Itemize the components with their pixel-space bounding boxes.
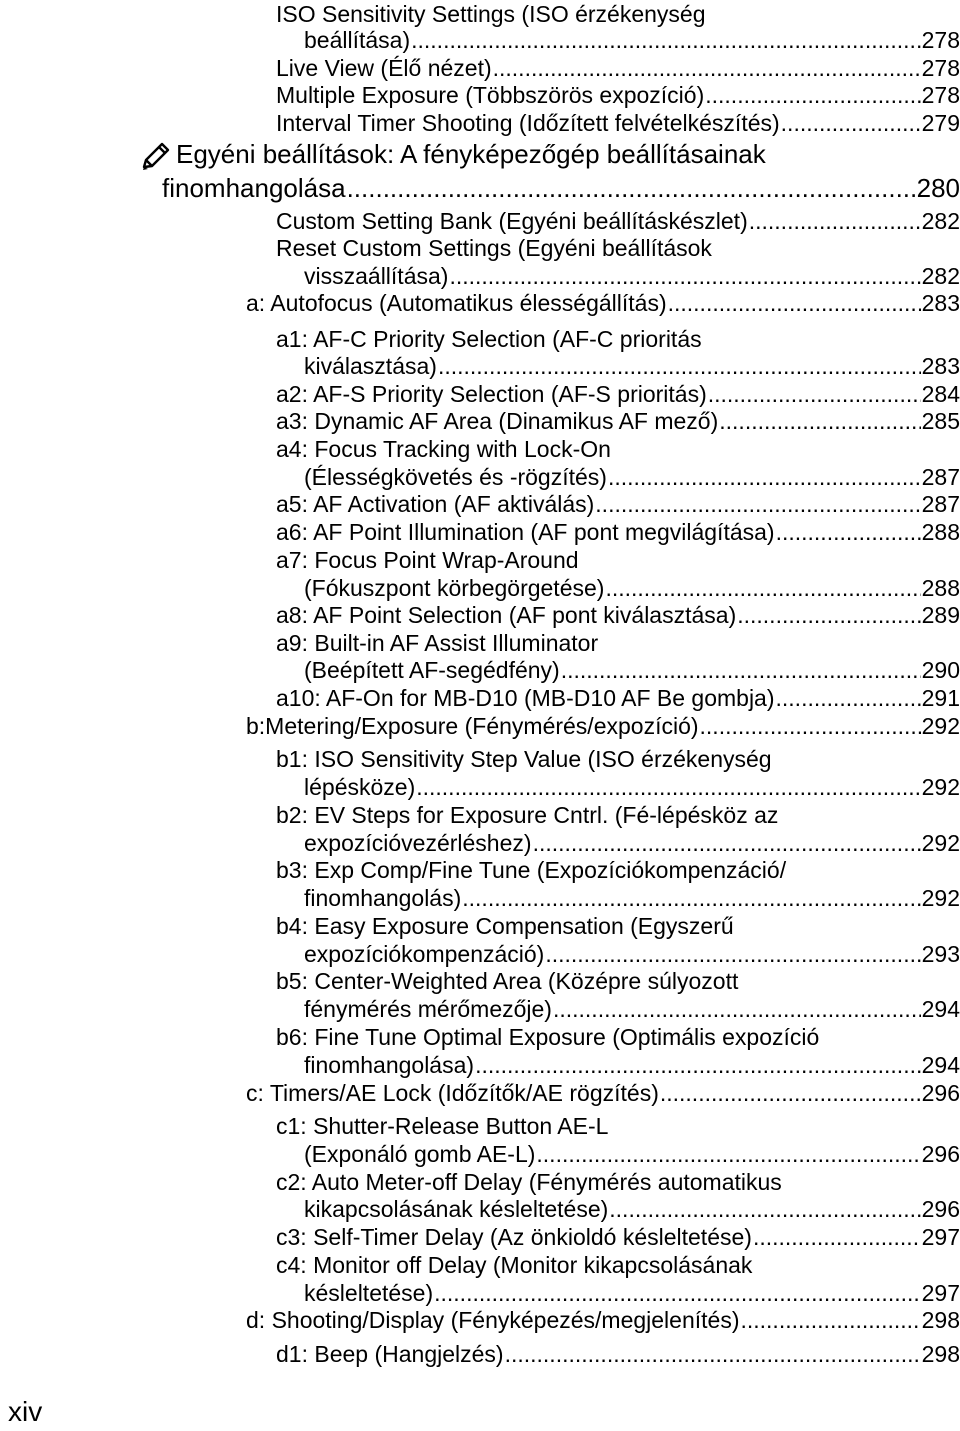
toc-page-number: 291 [921,685,960,711]
toc-page-number: 278 [921,27,960,53]
toc-entry[interactable] [304,940,960,968]
toc-page-number: 278 [921,82,960,108]
dot-leader [434,1279,921,1307]
toc-entry-label: c3: Self-Timer Delay (Az önkioldó késleltetése) [276,1224,752,1250]
toc-entry[interactable] [304,773,960,801]
toc-entry[interactable] [304,1195,960,1223]
toc-entry[interactable] [276,54,960,82]
toc-entry[interactable] [304,463,960,491]
toc-entry[interactable] [276,1340,960,1368]
toc-page-number: 296 [921,1196,960,1222]
dot-leader [605,574,920,602]
toc-entry[interactable] [276,1223,960,1251]
toc-entry-line: Reset Custom Settings (Egyéni beállítások [276,235,712,261]
toc-page-number: 297 [921,1224,960,1250]
dot-leader [740,1306,920,1334]
toc-entry-line: b1: ISO Sensitivity Step Value (ISO érzékenység [276,746,772,772]
page-number: xiv [8,1396,43,1427]
toc-entry[interactable] [276,207,960,235]
toc-entry-line: b5: Center-Weighted Area (Középre súlyozott [276,968,739,994]
toc-entry[interactable] [246,289,960,317]
toc-entry-line: c1: Shutter-Release Button AE-L [276,1113,609,1139]
dot-leader [347,172,916,204]
dot-leader [719,407,920,435]
section-title-cont: finomhangolása [162,173,346,203]
dot-leader [533,829,921,857]
dot-leader [449,262,920,290]
toc-page-number: 279 [921,110,960,136]
toc-entry-line: c2: Auto Meter-off Delay (Fénymérés automatikus [276,1169,782,1195]
toc-entry[interactable] [304,995,960,1023]
toc-entry-label: a10: AF-On for MB-D10 (MB-D10 AF Be gombja) [276,685,775,711]
toc-page-number: 292 [921,774,960,800]
toc-entry-label: d: Shooting/Display (Fényképezés/megjelenítés) [246,1307,740,1333]
toc-entry[interactable] [304,1051,960,1079]
toc-entry-label: expozíciókompenzáció) [304,941,545,967]
toc-entry-label: a6: AF Point Illumination (AF pont megvilágítása) [276,519,775,545]
toc-entry[interactable] [276,518,960,546]
toc-entry[interactable] [276,684,960,712]
toc-page-number: 290 [921,657,960,683]
toc-page-number: 282 [921,208,960,234]
toc-entry-label: (Fókuszpont körbegörgetése) [304,575,605,601]
toc-entry-label: Live View (Élő nézet) [276,55,492,81]
toc-entry-line: b3: Exp Comp/Fine Tune (Expozíciókompenzáció/ [276,857,787,883]
toc-page-number: 292 [921,885,960,911]
dot-leader [561,656,921,684]
toc-entry[interactable] [276,380,960,408]
toc-page-number: 292 [921,830,960,856]
toc-entry[interactable] [276,407,960,435]
dot-leader [749,207,921,235]
dot-leader [705,81,920,109]
dot-leader [505,1340,921,1368]
toc-page-number: 278 [921,55,960,81]
toc-entry[interactable] [246,712,960,740]
toc-entry[interactable] [246,1079,960,1107]
toc-page-number: 284 [921,381,960,407]
toc-page-number: 288 [921,519,960,545]
toc-page-number: 285 [921,408,960,434]
toc-entry-label: Custom Setting Bank (Egyéni beállításkészlet) [276,208,748,234]
toc-page-number: 282 [921,263,960,289]
toc-page-number: 294 [921,996,960,1022]
toc-entry[interactable] [276,81,960,109]
section-title: Egyéni beállítások: A fényképezőgép beállításainak [176,139,766,169]
toc-entry-label: visszaállítása) [304,263,449,289]
toc-entry-label: beállítása) [304,27,411,53]
toc-page-number: 293 [921,941,960,967]
dot-leader [411,26,921,54]
toc-entry[interactable] [304,26,960,54]
dot-leader [493,54,921,82]
toc-page-number: 296 [921,1141,960,1167]
toc-entry-line: a9: Built-in AF Assist Illuminator [276,630,599,656]
toc-entry-label: késleltetése) [304,1280,434,1306]
toc-entry[interactable] [304,1279,960,1307]
dot-leader [668,289,921,317]
toc-entry-label: a8: AF Point Selection (AF pont kiválasztása) [276,602,737,628]
toc-page-number: 292 [921,713,960,739]
toc-entry-label: a3: Dynamic AF Area (Dinamikus AF mező) [276,408,719,434]
toc-page-number: 289 [921,602,960,628]
dot-leader [776,518,921,546]
toc-page-number: 283 [921,353,960,379]
dot-leader [462,884,920,912]
dot-leader [595,490,920,518]
dot-leader [416,773,920,801]
toc-entry-label: d1: Beep (Hangjelzés) [276,1341,504,1367]
toc-entry-label: (Exponáló gomb AE-L) [304,1141,536,1167]
toc-page-number: 283 [921,290,960,316]
toc-page-number: 288 [921,575,960,601]
dot-leader [776,684,921,712]
dot-leader [609,1195,920,1223]
toc-entry[interactable] [304,352,960,380]
toc-entry[interactable] [304,1140,960,1168]
toc-page-number: 298 [921,1307,960,1333]
toc-entry-label: (Beépített AF-segédfény) [304,657,560,683]
toc-entry[interactable] [246,1306,960,1334]
toc-entry-label: fénymérés mérőmezője) [304,996,552,1022]
dot-leader [438,352,921,380]
toc-entry-label: lépésköze) [304,774,416,800]
toc-entry-label: c: Timers/AE Lock (Időzítők/AE rögzítés) [246,1080,659,1106]
toc-entry[interactable] [304,884,960,912]
toc-entry-label: (Élességkövetés és -rögzítés) [304,464,607,490]
toc-entry[interactable] [276,601,960,629]
dot-leader [536,1140,920,1168]
toc-entry-label: a: Autofocus (Automatikus élességállítás) [246,290,667,316]
dot-leader [553,995,921,1023]
toc-entry-label: b:Metering/Exposure (Fénymérés/expozíció) [246,713,699,739]
dot-leader [781,109,921,137]
toc-entry[interactable] [276,490,960,518]
toc-entry-label: expozícióvezérléshez) [304,830,532,856]
dot-leader [708,380,921,408]
toc-entry-label: Multiple Exposure (Többszörös expozíció) [276,82,705,108]
toc-entry-label: a2: AF-S Priority Selection (AF-S prioritás) [276,381,707,407]
toc-page-number: 287 [921,464,960,490]
toc-page-number: 298 [921,1341,960,1367]
toc-page-number: 297 [921,1280,960,1306]
toc-entry[interactable] [304,262,960,290]
dot-leader [753,1223,921,1251]
toc-entry-line: b4: Easy Exposure Compensation (Egyszerű [276,913,734,939]
toc-page-number: 296 [921,1080,960,1106]
toc-entry-label: kikapcsolásának késleltetése) [304,1196,609,1222]
dot-leader [545,940,920,968]
toc-entry-line: a4: Focus Tracking with Lock-On [276,436,611,462]
toc-page-number: 280 [916,173,960,203]
toc-entry-line: b6: Fine Tune Optimal Exposure (Optimális expozíció [276,1024,820,1050]
toc-entry-label: Interval Timer Shooting (Időzített felvételkészítés) [276,110,780,136]
dot-leader [737,601,920,629]
toc-page-number: 294 [921,1052,960,1078]
toc-page-number: 287 [921,491,960,517]
toc-entry[interactable] [304,574,960,602]
dot-leader [608,463,921,491]
section-entry[interactable] [162,172,960,204]
dot-leader [660,1079,921,1107]
toc-entry-line: a7: Focus Point Wrap-Around [276,547,579,573]
pencil-icon [140,140,172,172]
toc-entry[interactable] [276,109,960,137]
dot-leader [475,1051,921,1079]
toc-entry-label: a5: AF Activation (AF aktiválás) [276,491,595,517]
toc-entry-label: kiválasztása) [304,353,437,379]
toc-entry[interactable] [304,656,960,684]
toc-entry-line: a1: AF-C Priority Selection (AF-C prioritás [276,326,702,352]
toc-entry-label: finomhangolás) [304,885,462,911]
toc-entry-line: c4: Monitor off Delay (Monitor kikapcsolásának [276,1252,753,1278]
toc-entry-label: finomhangolása) [304,1052,475,1078]
dot-leader [700,712,921,740]
toc-entry-line: ISO Sensitivity Settings (ISO érzékenység [276,1,706,27]
toc-entry[interactable] [304,829,960,857]
toc-entry-line: b2: EV Steps for Exposure Cntrl. (Fé-lépésköz az [276,802,779,828]
